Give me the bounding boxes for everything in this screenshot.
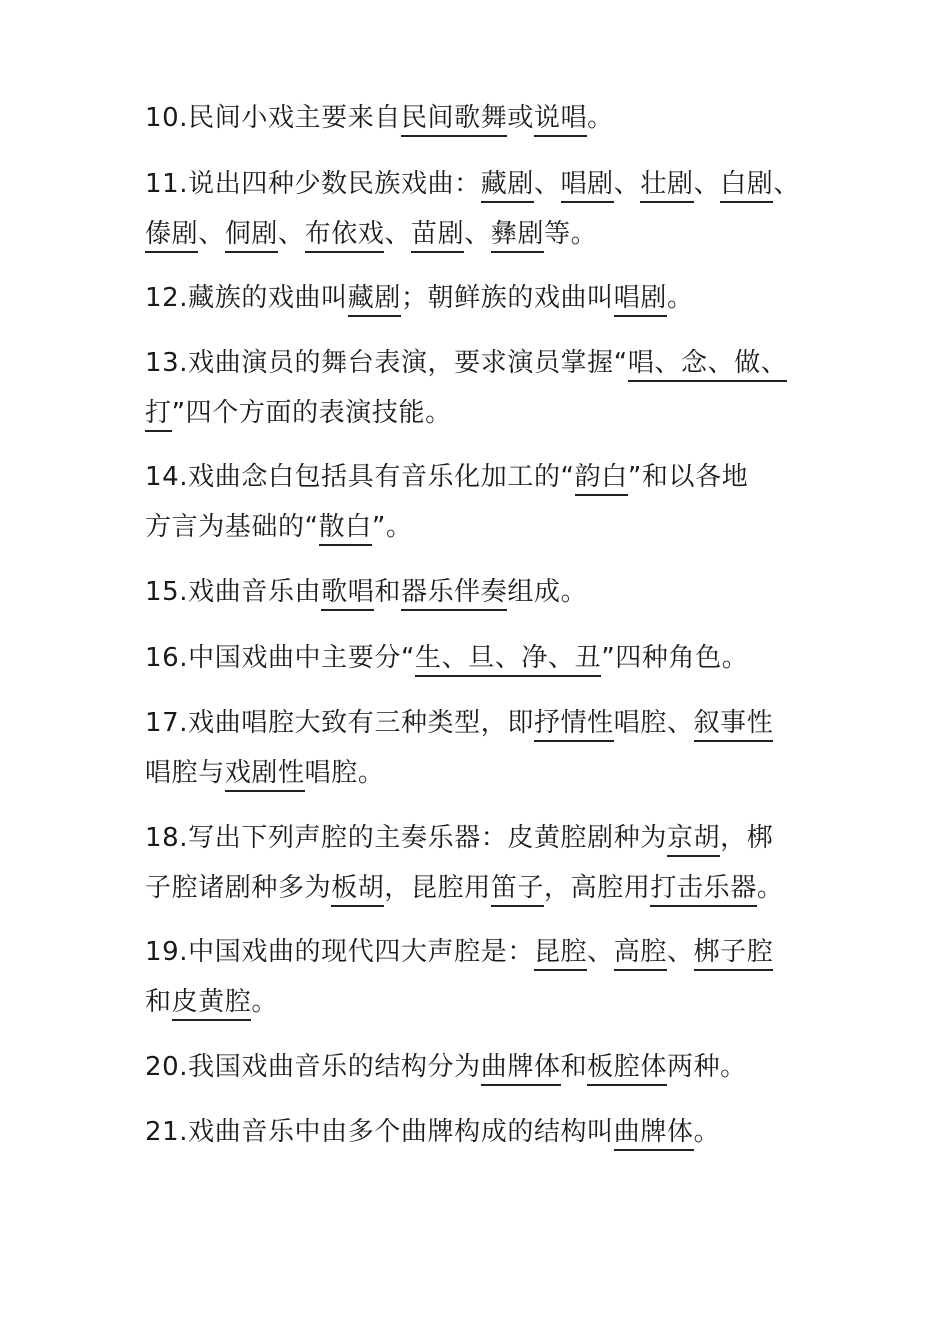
- question-11-line-1: [145, 166, 800, 202]
- question-text: ”四种角色。: [601, 643, 749, 673]
- answer-blank: 散白: [319, 512, 372, 546]
- question-16-line-1: [145, 640, 748, 676]
- question-text: 17.戏曲唱腔大致有三种类型，即: [145, 708, 534, 738]
- answer-blank: 打击乐器: [650, 873, 756, 907]
- question-19-line-2: [145, 984, 278, 1020]
- question-text: ，高腔用: [544, 873, 651, 903]
- question-text: ”。: [371, 512, 413, 542]
- question-text: 或: [507, 103, 534, 133]
- question-text: 、: [384, 219, 412, 249]
- question-11-line-2: [145, 216, 597, 252]
- answer-blank: 壮剧: [640, 169, 693, 203]
- question-text: 19.中国戏曲的现代四大声腔是：: [145, 937, 534, 967]
- answer-blank: 韵白: [575, 462, 628, 496]
- question-text: 唱腔与: [145, 758, 225, 788]
- answer-blank: 藏剧: [348, 283, 401, 317]
- question-text: 唱腔。: [304, 758, 385, 788]
- answer-blank: 京胡: [667, 823, 720, 857]
- question-text: 。: [693, 1117, 721, 1147]
- question-text: 15.戏曲音乐由: [145, 577, 322, 607]
- answer-blank: 彝剧: [491, 219, 544, 253]
- question-text: 、: [198, 219, 225, 249]
- answer-blank: 侗剧: [225, 219, 278, 253]
- question-text: 、: [464, 219, 491, 249]
- question-18-line-2: [145, 870, 783, 906]
- question-text: 两种。: [666, 1052, 747, 1082]
- answer-blank: 梆子腔: [694, 937, 774, 971]
- question-text: 等。: [544, 219, 598, 249]
- answer-blank: 板胡: [331, 873, 384, 907]
- question-text: ，昆腔用: [384, 873, 491, 903]
- answer-blank: 傣剧: [145, 219, 198, 253]
- question-text: 。: [666, 283, 694, 313]
- answer-blank: 器乐伴奏: [401, 577, 507, 611]
- answer-blank: 布依戏: [305, 219, 385, 253]
- question-17-line-1: [145, 705, 773, 741]
- question-21-line-1: [145, 1114, 720, 1150]
- question-text: ”和以各地: [627, 462, 749, 492]
- question-text: 、: [613, 169, 641, 199]
- answer-blank: 高腔: [614, 937, 667, 971]
- question-text: 和: [374, 577, 401, 607]
- answer-blank: 皮黄腔: [172, 987, 252, 1021]
- question-text: 。: [251, 987, 279, 1017]
- answer-blank: 民间歌舞: [401, 103, 507, 137]
- answer-blank: 歌唱: [321, 577, 374, 611]
- question-text: 。: [756, 873, 784, 903]
- question-text: 、: [773, 169, 800, 199]
- answer-blank: 白剧: [720, 169, 773, 203]
- answer-blank: 唱剧: [561, 169, 614, 203]
- question-14-line-2: [145, 509, 413, 545]
- answer-blank: 唱剧: [614, 283, 667, 317]
- question-text: 21.戏曲音乐中由多个曲牌构成的结构叫: [145, 1117, 614, 1147]
- question-text: ”四个方面的表演技能。: [171, 398, 452, 428]
- question-text: 11.说出四种少数民族戏曲：: [145, 169, 481, 199]
- question-18-line-1: [145, 820, 773, 856]
- question-text: 方言为基础的“: [145, 512, 319, 542]
- answer-blank: 藏剧: [481, 169, 534, 203]
- question-13-line-1: [145, 345, 787, 381]
- answer-blank: 板腔体: [587, 1052, 667, 1086]
- answer-blank: 说唱: [534, 103, 587, 137]
- answer-blank: 打: [145, 398, 172, 432]
- question-text: 12.藏族的戏曲叫: [145, 283, 348, 313]
- question-10-line-1: [145, 100, 614, 136]
- question-text: 、: [693, 169, 721, 199]
- question-text: 、: [587, 937, 614, 967]
- question-14-line-1: [145, 459, 748, 495]
- answer-blank: 抒情性: [534, 708, 614, 742]
- question-19-line-1: [145, 934, 773, 970]
- answer-blank: 笛子: [491, 873, 544, 907]
- question-text: 16.中国戏曲中主要分“: [145, 643, 416, 673]
- answer-blank: 生、旦、净、丑: [415, 643, 601, 677]
- question-text: 和: [560, 1052, 588, 1082]
- question-text: 和: [145, 987, 172, 1017]
- question-text: 18.写出下列声腔的主奏乐器：皮黄腔剧种为: [145, 823, 667, 853]
- question-text: 、: [278, 219, 305, 249]
- answer-blank: 昆腔: [534, 937, 587, 971]
- question-text: 20.我国戏曲音乐的结构分为: [145, 1052, 481, 1082]
- answer-blank: 曲牌体: [614, 1117, 694, 1151]
- question-text: 、: [666, 937, 694, 967]
- question-text: ，梆: [720, 823, 774, 853]
- question-text: ；朝鲜族的戏曲叫: [400, 283, 614, 313]
- question-text: 14.戏曲念白包括具有音乐化加工的“: [145, 462, 575, 492]
- question-text: 。: [587, 103, 614, 133]
- question-text: 13.戏曲演员的舞台表演，要求演员掌握“: [145, 348, 628, 378]
- answer-blank: 戏剧性: [225, 758, 305, 792]
- question-12-line-1: [145, 280, 694, 316]
- question-20-line-1: [145, 1049, 747, 1085]
- answer-blank: 曲牌体: [481, 1052, 561, 1086]
- question-text: 子腔诸剧种多为: [145, 873, 332, 903]
- question-text: 、: [533, 169, 561, 199]
- question-13-line-2: [145, 395, 452, 431]
- question-text: 唱腔、: [613, 708, 694, 738]
- question-17-line-2: [145, 755, 384, 791]
- question-text: 组成。: [507, 577, 588, 607]
- answer-blank: 苗剧: [411, 219, 464, 253]
- question-text: 10.民间小戏主要来自: [145, 103, 401, 133]
- answer-blank: 叙事性: [694, 708, 774, 742]
- answer-blank: 唱、念、做、: [628, 348, 788, 382]
- question-15-line-1: [145, 574, 587, 610]
